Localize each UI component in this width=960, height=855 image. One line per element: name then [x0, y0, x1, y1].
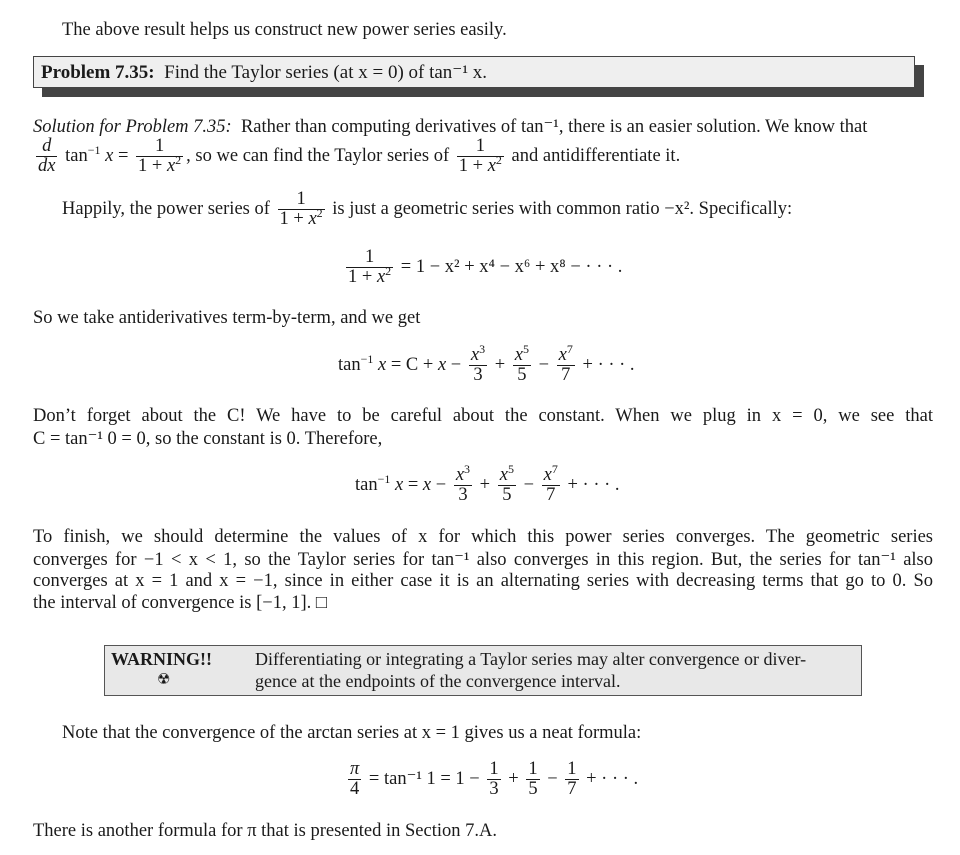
solution-text: Rather than computing derivatives of tan⁻¹, there is an easier solution. We know that — [240, 117, 868, 137]
problem-label: Problem 7.35: — [41, 62, 155, 83]
geom-series: = 1 − x² + x⁴ − x⁶ + x⁸ − · · · . — [400, 257, 623, 278]
warning-line2: gence at the endpoints of the convergence interval. — [255, 671, 621, 691]
note-text: Note that the convergence of the arctan series at x = 1 gives us a neat formula: — [62, 723, 642, 743]
derivative-equation: $\frac{d}{dx}$ $\tan^{-1} x$ = $\frac{1}{1 + x^2}$ , so we can find the Taylor series of $\frac{1}{1 + x^2}$ and antidifferentiate it. — [38, 136, 681, 177]
antideriv-text: So we take antiderivatives term-by-term, and we get — [33, 308, 421, 328]
pi-formula-mid: = tan⁻¹ 1 = 1 − — [368, 769, 480, 790]
solution-label: Solution for Problem 7.35: — [33, 117, 232, 137]
radiation-icon: ☢ — [157, 672, 171, 688]
problem-box — [33, 56, 915, 88]
arctan-with-constant-equation: $\tan^{-1} x = C + x$ − $\frac{x^3}{3}$ + $\frac{x^5}{5}$ − $\frac{x^7}{7}$ + · · · . — [338, 342, 635, 386]
happily-pre: Happily, the power series of — [62, 199, 270, 220]
warning-line1: Differentiating or integrating a Taylor series may alter convergence or diver- — [255, 649, 807, 669]
warning-box — [104, 645, 862, 696]
geometric-series-equation: $\frac{1}{1 + x^2}$ = 1 − x² + x⁴ − x⁶ + x⁸ − · · · . — [348, 247, 623, 288]
finish-line2: converges for −1 < x < 1, so the Taylor series for tan⁻¹ also converges in this region. But, the series for tan⁻¹ also — [33, 550, 933, 570]
finish-line4: the interval of convergence is [−1, 1]. □ — [33, 593, 328, 613]
constant-line2: C = tan⁻¹ 0 = 0, so the constant is 0. Therefore, — [33, 429, 383, 449]
outro-text: There is another formula for π that is presented in Section 7.A. — [33, 821, 497, 841]
happily-post: is just a geometric series with common ratio −x². Specifically: — [332, 199, 793, 220]
warning-title: WARNING!! — [111, 649, 212, 669]
pi-formula: $\frac{\pi}{4}$ = tan⁻¹ 1 = 1 − $\frac{1}{3}$ + $\frac{1}{5}$ − $\frac{1}{7}$ + · · · . — [350, 759, 639, 800]
happily-line: Happily, the power series of $\frac{1}{1 + x^2}$ is just a geometric series with common ratio −x². Specifically: — [62, 189, 793, 230]
line2-end: and antidifferentiate it. — [511, 146, 681, 167]
intro-text: The above result helps us construct new power series easily. — [62, 20, 507, 40]
arctan-series-equation: $\tan^{-1} x = x$ − $\frac{x^3}{3}$ + $\frac{x^5}{5}$ − $\frac{x^7}{7}$ + · · · . — [355, 462, 620, 506]
problem-text: Find the Taylor series (at x = 0) of tan⁻¹ x. — [164, 62, 488, 83]
finish-line1: To finish, we should determine the values of x for which this power series converges. The geometric series — [33, 527, 933, 547]
constant-line1: Don’t forget about the C! We have to be careful about the constant. When we plug in x = 0, we see that — [33, 406, 933, 426]
line2-mid: , so we can find the Taylor series of — [186, 146, 450, 167]
solution-line1 — [33, 116, 867, 138]
finish-line3: converges at x = 1 and x = −1, since in either case it is an alternating series with decreasing terms that go to 0. So — [33, 571, 933, 591]
